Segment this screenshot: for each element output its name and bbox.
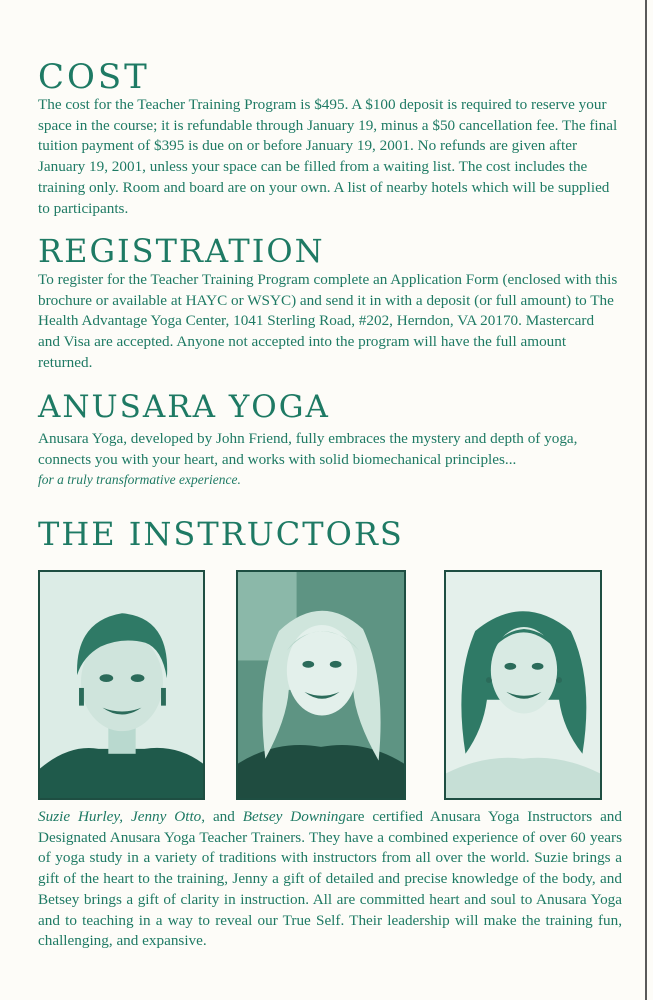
registration-paragraph: To register for the Teacher Training Program complete an Application Form (enclosed with this brochure or available at HAYC or WSYC) and send it in with a deposit (or full amount) to The Health Advantage Yoga Center, 1041 Sterling Road, #202, Herndon, VA 20170. Mastercard and Visa are accepted. Anyone not accepted into the program will have the full amount returned. [38, 271, 618, 371]
anusara-heading: ANUSARA YOGA [38, 389, 330, 425]
cost-heading: COST [38, 57, 150, 97]
page-edge-line [645, 0, 647, 1000]
instructor-photo-suzie [38, 570, 205, 800]
instructor-name-sep-1: , [119, 808, 131, 825]
instructor-name-jenny: Jenny Otto [130, 808, 202, 825]
instructor-photo-betsey [444, 570, 602, 800]
instructor-name-betsey: Betsey Downing [242, 808, 346, 825]
instructor-photo-jenny [236, 570, 406, 800]
instructor-name-suzie: Suzie Hurley [38, 808, 120, 825]
instructors-body: are certified Anusara Yoga Instructors and Designated Anusara Yoga Teacher Trainers. They have a combined experience of over 60 years of yoga study in a variety of traditions with instructors from all over the world. Suzie brings a gift of the heart to the training, Jenny a gift of detailed and precise knowledge of the body, and Betsey brings a gift of clarity in instruction. All are committed heart and soul to Anusara Yoga and to teaching in a way to reveal our True Self. Their leadership will make the training fun, challenging, and expansive. [38, 808, 622, 950]
instructor-name-sep-2: , and [201, 808, 243, 825]
anusara-tagline: for a truly transformative experience. [38, 472, 241, 488]
anusara-paragraph [38, 429, 618, 491]
registration-heading: REGISTRATION [38, 232, 325, 270]
instructors-heading: THE INSTRUCTORS [38, 515, 404, 553]
cost-paragraph: The cost for the Teacher Training Program is $495. A $100 deposit is required to reserve your space in the course; it is refundable through January 19, minus a $50 cancellation fee. The final tuition payment of $395 is due on or before January 19, 2001. No refunds are given after January 19, 2001, unless your space can be filled from a waiting list. The cost includes the training only. Room and board are on your own. A list of nearby hotels which will be supplied to participants. [38, 96, 618, 217]
anusara-body: Anusara Yoga, developed by John Friend, fully embraces the mystery and depth of yoga, connects you with your heart, and works with solid biomechanical principles... [38, 430, 578, 468]
instructors-paragraph [38, 807, 622, 952]
